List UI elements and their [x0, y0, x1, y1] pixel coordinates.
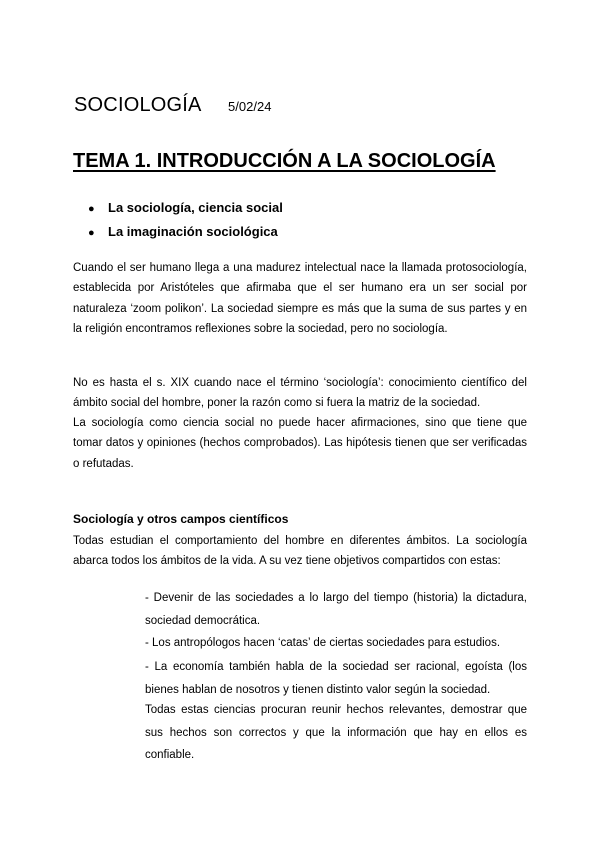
topic-list: [88, 196, 283, 244]
paragraph-origin: No es hasta el s. XIX cuando nace el término ‘sociología’: conocimiento científico del ámbito social del hombre, poner la razón como si fuera la matriz de la sociedad.: [73, 377, 527, 410]
list-item: [88, 220, 283, 244]
list-item: - Los antropólogos hacen ‘catas’ de ciertas sociedades para estudios.: [145, 637, 501, 649]
section-intro: Todas estudian el comportamiento del hombre en diferentes ámbitos. La sociología abarca todos los ámbitos de la vida. A su vez tiene objetivos compartidos con estas:: [73, 535, 527, 568]
paragraph-method: La sociología como ciencia social no puede hacer afirmaciones, sino que tiene que tomar datos y opiniones (hechos comprobados). Las hipótesis tienen que ser verificadas o refutadas.: [73, 417, 527, 470]
section-heading: Sociología y otros campos científicos: [73, 512, 289, 526]
list-item-label: La imaginación sociológica: [108, 224, 278, 239]
subject-title: SOCIOLOGÍA: [74, 94, 202, 116]
page-title: TEMA 1. INTRODUCCIÓN A LA SOCIOLOGÍA: [73, 150, 496, 172]
list-item: [88, 196, 283, 220]
document-header: [74, 94, 271, 117]
list-item: - Devenir de las sociedades a lo largo del tiempo (historia) la dictadura, sociedad democrática.: [145, 592, 527, 627]
indented-item: [145, 632, 527, 655]
indented-item: [145, 587, 527, 632]
list-item: - La economía también habla de la sociedad ser racional, egoísta (los bienes hablan de nosotros y tienen distinto valor según la sociedad.: [145, 661, 527, 696]
indented-item: [145, 656, 527, 701]
document-date: 5/02/24: [228, 99, 272, 114]
list-item-label: La sociología, ciencia social: [108, 200, 283, 215]
bullet-icon: ●: [88, 203, 95, 215]
bullet-icon: ●: [88, 227, 95, 239]
paragraph-protosociology: Cuando el ser humano llega a una madurez intelectual nace la llamada protosociología, establecida por Aristóteles que afirmaba que el ser humano era un ser social por naturaleza ‘zoom polikon’. La sociedad siempre es más que la suma de sus partes y en la religión encontramos reflexiones sobre la sociedad, pero no sociología.: [73, 262, 527, 335]
section-closing: Todas estas ciencias procuran reunir hechos relevantes, demostrar que sus hechos son correctos y que la información que hay en ellos es confiable.: [145, 704, 527, 761]
